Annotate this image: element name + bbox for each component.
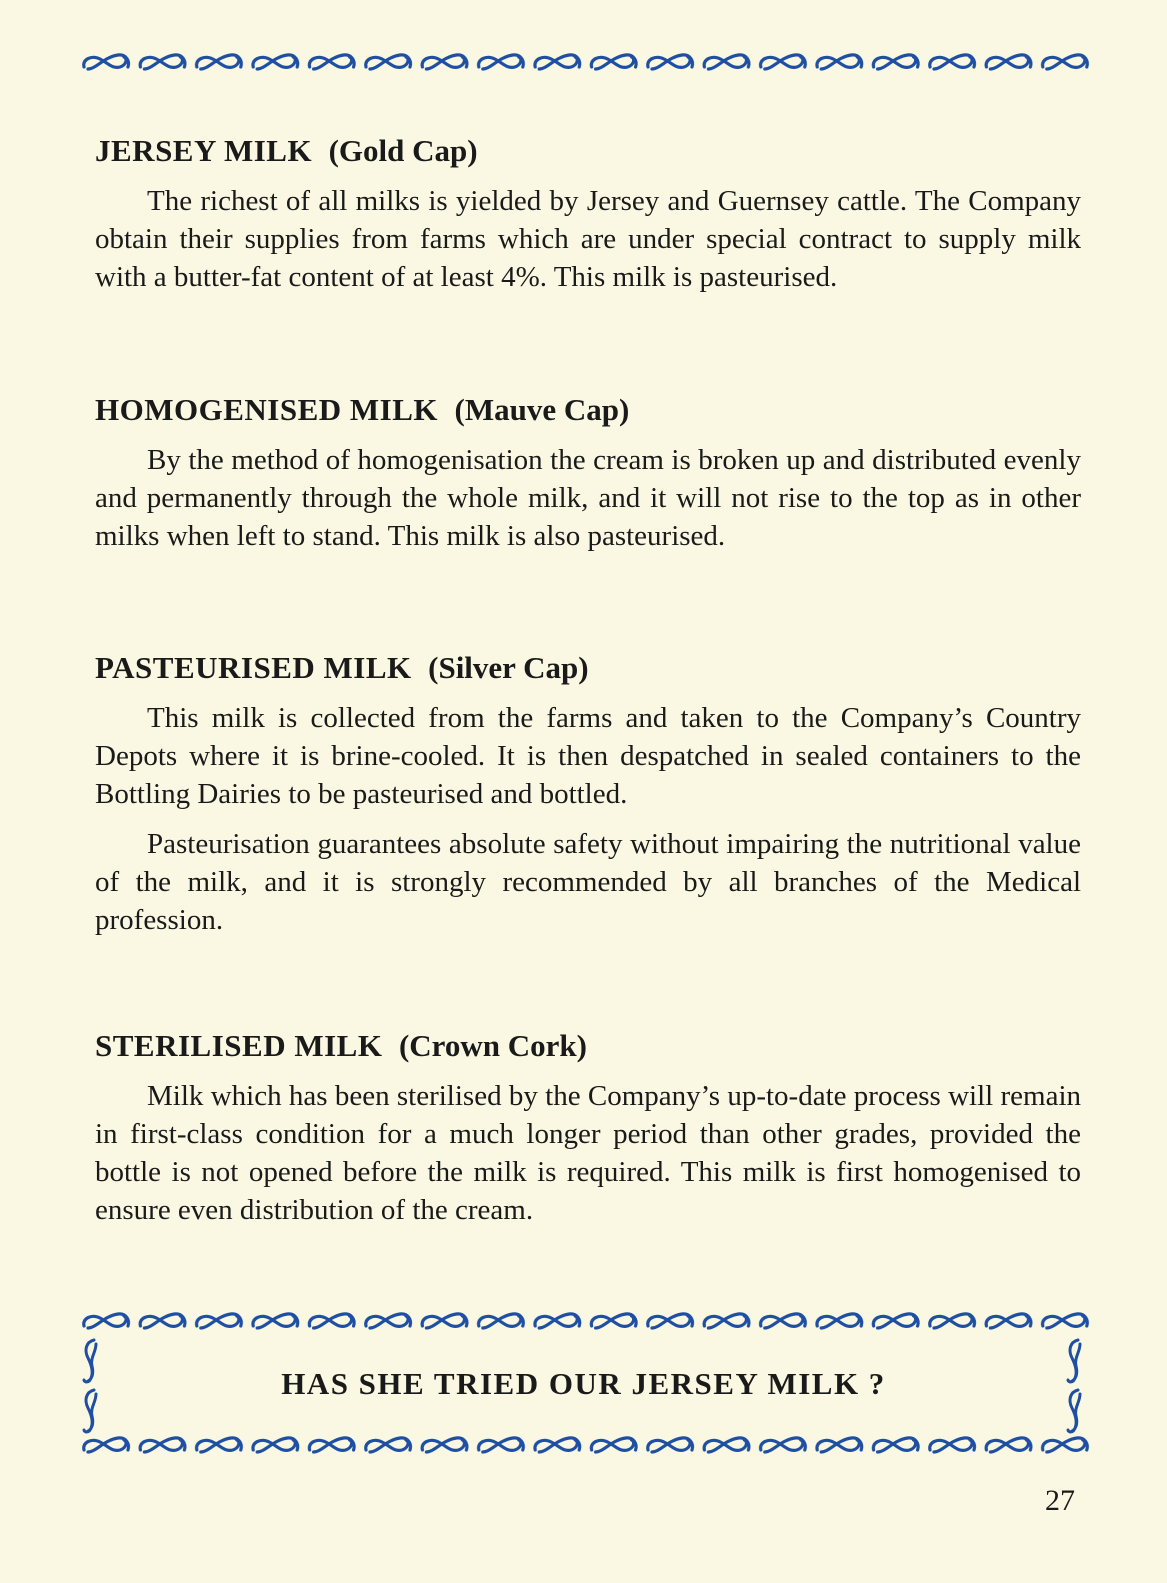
section-sterilised-milk xyxy=(95,1027,1081,1229)
section-paragraph: The richest of all milks is yielded by Jersey and Guernsey cattle. The Company obtain their supplies from farms which are under special contract to supply milk with a butter-fat content of at least 4%. This milk is pasteurised. xyxy=(95,185,1081,293)
section-homogenised-milk xyxy=(95,391,1081,555)
section-pasteurised-milk xyxy=(95,649,1081,939)
section-paragraph: Milk which has been sterilised by the Company’s up-to-date process will remain in first-class condition for a much longer period than other grades, provided the bottle is not opened before the milk is required. This milk is first homogenised to ensure even distribution of the cream. xyxy=(95,1080,1081,1226)
section-cap: (Silver Cap) xyxy=(428,650,589,685)
section-heading xyxy=(95,649,1081,687)
page-number: 27 xyxy=(1045,1484,1075,1517)
slogan-box-top-border xyxy=(78,1306,1094,1336)
slogan-box-bottom-border xyxy=(78,1430,1094,1460)
section-jersey-milk xyxy=(95,132,1081,296)
section-title: HOMOGENISED MILK xyxy=(95,392,439,427)
slogan-text: HAS SHE TRIED OUR JERSEY MILK ? xyxy=(281,1366,886,1401)
section-title: JERSEY MILK xyxy=(95,133,313,168)
section-heading xyxy=(95,391,1081,429)
section-heading xyxy=(95,132,1081,170)
section-cap: (Gold Cap) xyxy=(328,133,478,168)
section-paragraph: By the method of homogenisation the cream is broken up and distributed evenly and permanently through the whole milk, and it will not rise to the top as in other milks when left to stand. This milk is also pasteurised. xyxy=(95,444,1081,552)
section-cap: (Mauve Cap) xyxy=(454,392,630,427)
top-ornament-border xyxy=(78,47,1094,77)
wave-border-icon xyxy=(78,47,1094,77)
section-title: STERILISED MILK xyxy=(95,1028,383,1063)
section-cap: (Crown Cork) xyxy=(398,1028,587,1063)
section-title: PASTEURISED MILK xyxy=(95,650,412,685)
wave-border-icon xyxy=(78,1430,1094,1460)
section-paragraph: This milk is collected from the farms and taken to the Company’s Country Depots where it is brine-cooled. It is then despatched in sealed containers to the Bottling Dairies to be pasteurised and bottled. xyxy=(95,702,1081,810)
section-heading xyxy=(95,1027,1081,1065)
wave-border-icon xyxy=(78,1306,1094,1336)
section-paragraph: Pasteurisation guarantees absolute safety without impairing the nutritional value of the milk, and it is strongly recommended by all branches of the Medical profession. xyxy=(95,828,1081,936)
